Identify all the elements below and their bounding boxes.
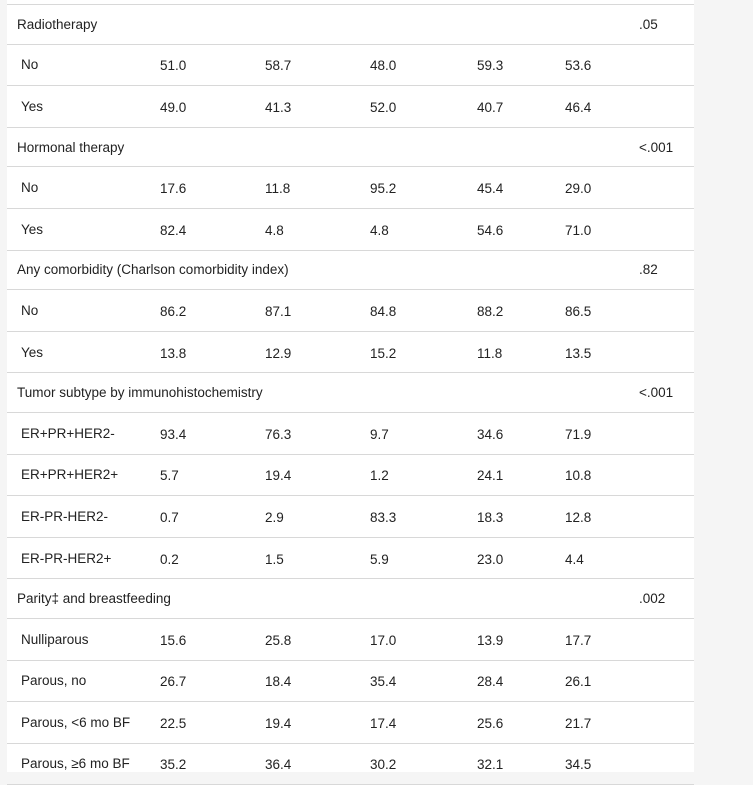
cell-value: 23.0 xyxy=(467,537,555,579)
cell-value: 17.4 xyxy=(360,702,467,744)
cell-value: 5.9 xyxy=(360,537,467,579)
cell-value: 19.4 xyxy=(255,454,360,496)
empty-cell xyxy=(639,167,694,209)
cell-value: 54.6 xyxy=(467,208,555,250)
cell-value: 12.9 xyxy=(255,331,360,373)
cell-value: 30.2 xyxy=(360,743,467,785)
empty-cell xyxy=(639,660,694,702)
row-label: ER+PR+HER2- xyxy=(7,412,150,454)
cell-value: 46.4 xyxy=(555,86,639,128)
row-label: Parous, ≥6 mo BF xyxy=(7,743,150,785)
cell-value: 15.2 xyxy=(360,331,467,373)
section-header-row xyxy=(7,5,694,45)
cell-value: 45.4 xyxy=(467,167,555,209)
section-header-row xyxy=(7,579,694,619)
cell-value: 5.7 xyxy=(150,454,255,496)
cell-value: 34.5 xyxy=(555,743,639,785)
empty-cell xyxy=(639,454,694,496)
cell-value: 87.1 xyxy=(255,290,360,332)
row-label: ER-PR-HER2+ xyxy=(7,537,150,579)
row-label: No xyxy=(7,290,150,332)
empty-cell xyxy=(639,412,694,454)
cell-value: 48.0 xyxy=(360,44,467,86)
table-row xyxy=(7,618,694,660)
p-value: .002 xyxy=(639,579,694,619)
table-body xyxy=(7,5,694,785)
table-row xyxy=(7,86,694,128)
empty-cell xyxy=(639,86,694,128)
cell-value: 49.0 xyxy=(150,86,255,128)
cell-value: 25.6 xyxy=(467,702,555,744)
cell-value: 58.7 xyxy=(255,44,360,86)
cell-value: 59.3 xyxy=(467,44,555,86)
table-row xyxy=(7,743,694,785)
cell-value: 88.2 xyxy=(467,290,555,332)
cell-value: 35.2 xyxy=(150,743,255,785)
cell-value: 17.7 xyxy=(555,618,639,660)
cell-value: 76.3 xyxy=(255,412,360,454)
cell-value: 32.1 xyxy=(467,743,555,785)
row-label: ER+PR+HER2+ xyxy=(7,454,150,496)
table-row xyxy=(7,496,694,538)
table-row xyxy=(7,537,694,579)
cell-value: 25.8 xyxy=(255,618,360,660)
table-row xyxy=(7,208,694,250)
p-value: .82 xyxy=(639,250,694,290)
cell-value: 13.5 xyxy=(555,331,639,373)
cell-value: 86.5 xyxy=(555,290,639,332)
cell-value: 86.2 xyxy=(150,290,255,332)
cell-value: 82.4 xyxy=(150,208,255,250)
row-label: No xyxy=(7,167,150,209)
cell-value: 53.6 xyxy=(555,44,639,86)
cell-value: 21.7 xyxy=(555,702,639,744)
cell-value: 13.8 xyxy=(150,331,255,373)
row-label: Yes xyxy=(7,208,150,250)
cell-value: 71.0 xyxy=(555,208,639,250)
cell-value: 26.1 xyxy=(555,660,639,702)
cell-value: 2.9 xyxy=(255,496,360,538)
empty-cell xyxy=(639,290,694,332)
cell-value: 15.6 xyxy=(150,618,255,660)
section-header-row xyxy=(7,127,694,167)
table-row xyxy=(7,331,694,373)
data-table xyxy=(7,4,694,785)
row-label: No xyxy=(7,44,150,86)
cell-value: 36.4 xyxy=(255,743,360,785)
cell-value: 51.0 xyxy=(150,44,255,86)
empty-cell xyxy=(639,331,694,373)
cell-value: 1.2 xyxy=(360,454,467,496)
table-row xyxy=(7,702,694,744)
table-row xyxy=(7,290,694,332)
cell-value: 28.4 xyxy=(467,660,555,702)
row-label: Yes xyxy=(7,331,150,373)
section-label: Tumor subtype by immunohistochemistry xyxy=(7,373,639,413)
empty-cell xyxy=(639,496,694,538)
cell-value: 10.8 xyxy=(555,454,639,496)
p-value: <.001 xyxy=(639,373,694,413)
cell-value: 0.7 xyxy=(150,496,255,538)
cell-value: 22.5 xyxy=(150,702,255,744)
cell-value: 95.2 xyxy=(360,167,467,209)
empty-cell xyxy=(639,743,694,785)
empty-cell xyxy=(639,208,694,250)
cell-value: 1.5 xyxy=(255,537,360,579)
cell-value: 29.0 xyxy=(555,167,639,209)
cell-value: 17.0 xyxy=(360,618,467,660)
cell-value: 93.4 xyxy=(150,412,255,454)
cell-value: 11.8 xyxy=(467,331,555,373)
cell-value: 0.2 xyxy=(150,537,255,579)
cell-value: 4.8 xyxy=(360,208,467,250)
cell-value: 84.8 xyxy=(360,290,467,332)
p-value: .05 xyxy=(639,5,694,45)
p-value: <.001 xyxy=(639,127,694,167)
section-label: Any comorbidity (Charlson comorbidity index) xyxy=(7,250,639,290)
row-label: ER-PR-HER2- xyxy=(7,496,150,538)
empty-cell xyxy=(639,44,694,86)
section-label: Hormonal therapy xyxy=(7,127,639,167)
cell-value: 9.7 xyxy=(360,412,467,454)
row-label: Nulliparous xyxy=(7,618,150,660)
cell-value: 34.6 xyxy=(467,412,555,454)
cell-value: 12.8 xyxy=(555,496,639,538)
table-row xyxy=(7,167,694,209)
table-row xyxy=(7,454,694,496)
row-label: Yes xyxy=(7,86,150,128)
table-panel xyxy=(7,0,694,772)
cell-value: 13.9 xyxy=(467,618,555,660)
section-label: Radiotherapy xyxy=(7,5,639,45)
cell-value: 17.6 xyxy=(150,167,255,209)
table-row xyxy=(7,44,694,86)
section-header-row xyxy=(7,373,694,413)
cell-value: 11.8 xyxy=(255,167,360,209)
cell-value: 24.1 xyxy=(467,454,555,496)
section-header-row xyxy=(7,250,694,290)
section-label: Parity‡ and breastfeeding xyxy=(7,579,639,619)
cell-value: 26.7 xyxy=(150,660,255,702)
table-row xyxy=(7,660,694,702)
cell-value: 41.3 xyxy=(255,86,360,128)
cell-value: 35.4 xyxy=(360,660,467,702)
cell-value: 4.8 xyxy=(255,208,360,250)
table-row xyxy=(7,412,694,454)
cell-value: 52.0 xyxy=(360,86,467,128)
cell-value: 19.4 xyxy=(255,702,360,744)
cell-value: 4.4 xyxy=(555,537,639,579)
cell-value: 71.9 xyxy=(555,412,639,454)
empty-cell xyxy=(639,537,694,579)
cell-value: 40.7 xyxy=(467,86,555,128)
empty-cell xyxy=(639,618,694,660)
cell-value: 18.3 xyxy=(467,496,555,538)
row-label: Parous, no xyxy=(7,660,150,702)
cell-value: 83.3 xyxy=(360,496,467,538)
empty-cell xyxy=(639,702,694,744)
cell-value: 18.4 xyxy=(255,660,360,702)
row-label: Parous, <6 mo BF xyxy=(7,702,150,744)
